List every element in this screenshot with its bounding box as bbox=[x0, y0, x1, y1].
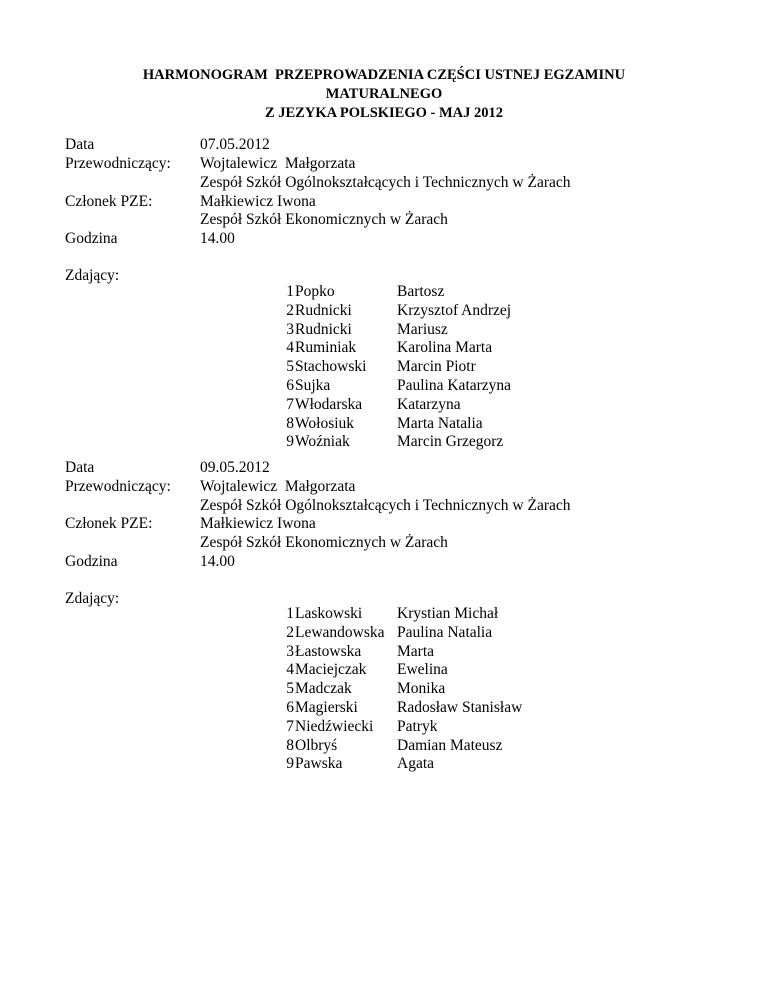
document-title bbox=[0, 66, 768, 123]
student-first-names: Monika bbox=[397, 680, 446, 698]
table-row bbox=[279, 358, 511, 377]
table-row bbox=[279, 624, 522, 643]
student-number: 3 bbox=[286, 642, 294, 660]
member-school: Zespół Szkół Ekonomicznych w Żarach bbox=[200, 211, 448, 228]
student-first-names: Krzysztof Andrzej bbox=[397, 301, 512, 319]
chair-label: Przewodniczący: bbox=[65, 478, 171, 495]
student-surname: Madczak bbox=[295, 680, 352, 698]
student-first-names: Paulina Natalia bbox=[397, 623, 493, 641]
table-row bbox=[279, 339, 511, 358]
title-line-1: HARMONOGRAM PRZEPROWADZENIA CZĘŚCI USTNEJ EGZAMINU bbox=[142, 67, 626, 83]
student-number: 3 bbox=[286, 320, 294, 338]
table-row bbox=[279, 605, 522, 624]
chair-school: Zespół Szkół Ogólnokształcących i Technicznych w Żarach bbox=[200, 497, 571, 514]
student-surname: Sujka bbox=[295, 376, 331, 394]
chair-school: Zespół Szkół Ogólnokształcących i Technicznych w Żarach bbox=[200, 174, 571, 191]
member-label: Członek PZE: bbox=[65, 515, 153, 532]
table-row bbox=[279, 433, 511, 452]
title-line-2: MATURALNEGO bbox=[325, 86, 443, 102]
student-number: 4 bbox=[286, 339, 294, 357]
student-surname: Ruminiak bbox=[295, 339, 357, 357]
student-number: 2 bbox=[286, 623, 294, 641]
student-number: 5 bbox=[286, 680, 294, 698]
date-label: Data bbox=[65, 459, 95, 476]
student-surname: Lewandowska bbox=[295, 623, 385, 641]
student-number: 6 bbox=[286, 698, 294, 716]
student-number: 8 bbox=[286, 414, 294, 432]
chair-label: Przewodniczący: bbox=[65, 155, 171, 172]
student-number: 7 bbox=[286, 395, 294, 413]
table-row bbox=[279, 321, 511, 340]
date-label: Data bbox=[65, 136, 95, 153]
student-first-names: Katarzyna bbox=[397, 395, 461, 413]
table-row bbox=[279, 302, 511, 321]
time-value: 14.00 bbox=[200, 553, 235, 570]
student-surname: Maciejczak bbox=[295, 661, 367, 679]
student-surname: Olbryś bbox=[295, 736, 338, 754]
students-label: Zdający: bbox=[65, 590, 120, 607]
student-surname: Rudnicki bbox=[295, 301, 352, 319]
student-first-names: Marcin Grzegorz bbox=[397, 433, 504, 451]
student-number: 9 bbox=[286, 755, 294, 773]
students-table bbox=[279, 605, 522, 774]
student-surname: Popko bbox=[295, 283, 335, 300]
student-surname: Niedźwiecki bbox=[295, 717, 374, 735]
member-label: Członek PZE: bbox=[65, 193, 153, 210]
student-number: 1 bbox=[286, 605, 294, 622]
students-label: Zdający: bbox=[65, 267, 120, 284]
student-surname: Łastowska bbox=[295, 642, 362, 660]
time-value: 14.00 bbox=[200, 230, 235, 247]
student-surname: Pawska bbox=[295, 755, 343, 773]
table-row bbox=[279, 643, 522, 662]
member-name: Małkiewicz Iwona bbox=[200, 193, 316, 210]
student-first-names: Agata bbox=[397, 755, 435, 773]
member-name: Małkiewicz Iwona bbox=[200, 515, 316, 532]
table-row bbox=[279, 737, 522, 756]
chair-name: Wojtalewicz Małgorzata bbox=[200, 478, 356, 495]
student-number: 4 bbox=[286, 661, 294, 679]
student-surname: Woźniak bbox=[295, 433, 350, 451]
table-row bbox=[279, 699, 522, 718]
student-first-names: Damian Mateusz bbox=[397, 736, 503, 754]
students-table bbox=[279, 283, 511, 452]
student-first-names: Marcin Piotr bbox=[397, 358, 476, 376]
date-value: 07.05.2012 bbox=[200, 136, 270, 153]
student-number: 6 bbox=[286, 376, 294, 394]
member-school: Zespół Szkół Ekonomicznych w Żarach bbox=[200, 534, 448, 551]
time-label: Godzina bbox=[65, 230, 118, 247]
student-first-names: Bartosz bbox=[397, 283, 445, 300]
table-row bbox=[279, 661, 522, 680]
student-number: 1 bbox=[286, 283, 294, 300]
table-row bbox=[279, 755, 522, 774]
student-number: 7 bbox=[286, 717, 294, 735]
student-surname: Laskowski bbox=[295, 605, 363, 622]
student-first-names: Marta bbox=[397, 642, 435, 660]
table-row bbox=[279, 718, 522, 737]
student-surname: Stachowski bbox=[295, 358, 367, 376]
title-line-3: Z JEZYKA POLSKIEGO - MAJ 2012 bbox=[264, 105, 504, 121]
student-first-names: Karolina Marta bbox=[397, 339, 493, 357]
student-first-names: Krystian Michał bbox=[397, 605, 499, 622]
student-first-names: Patryk bbox=[397, 717, 438, 735]
student-number: 9 bbox=[286, 433, 294, 451]
student-first-names: Mariusz bbox=[397, 320, 448, 338]
table-row bbox=[279, 396, 511, 415]
time-label: Godzina bbox=[65, 553, 118, 570]
table-row bbox=[279, 680, 522, 699]
student-surname: Rudnicki bbox=[295, 320, 352, 338]
date-value: 09.05.2012 bbox=[200, 459, 270, 476]
student-first-names: Radosław Stanisław bbox=[397, 698, 523, 716]
student-surname: Włodarska bbox=[295, 395, 363, 413]
chair-name: Wojtalewicz Małgorzata bbox=[200, 155, 356, 172]
table-row bbox=[279, 415, 511, 434]
student-number: 2 bbox=[286, 301, 294, 319]
table-row bbox=[279, 377, 511, 396]
student-number: 5 bbox=[286, 358, 294, 376]
student-first-names: Ewelina bbox=[397, 661, 448, 679]
table-row bbox=[279, 283, 511, 302]
student-surname: Magierski bbox=[295, 698, 358, 716]
student-surname: Wołosiuk bbox=[295, 414, 355, 432]
student-first-names: Paulina Katarzyna bbox=[397, 376, 512, 394]
student-first-names: Marta Natalia bbox=[397, 414, 483, 432]
student-number: 8 bbox=[286, 736, 294, 754]
